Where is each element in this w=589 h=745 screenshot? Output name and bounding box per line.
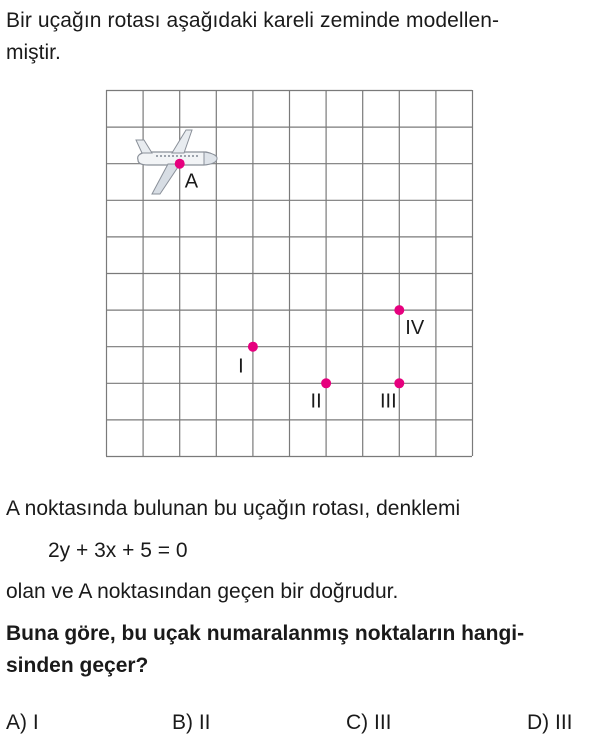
point-label-IV: IV — [405, 317, 425, 340]
question-line-2: sinden geçer? — [6, 654, 149, 677]
question-line-1: Buna göre, bu uçak numaralanmış noktaların hangi- — [6, 622, 525, 645]
point-IV — [394, 305, 404, 315]
point-I — [248, 342, 258, 352]
grid-figure — [106, 90, 472, 456]
point-II — [321, 378, 331, 388]
grid-lines — [106, 90, 473, 457]
body-line-2: olan ve A noktasından geçen bir doğrudur. — [6, 580, 399, 603]
point-label-III: III — [379, 390, 397, 413]
point-label-A: A — [184, 170, 199, 193]
option-b[interactable]: B) II — [172, 711, 211, 734]
option-a[interactable]: A) I — [6, 711, 39, 734]
option-d[interactable]: D) III — [527, 711, 573, 734]
point-A — [175, 159, 185, 169]
intro-line-1: Bir uçağın rotası aşağıdaki kareli zeminde modellen- — [6, 9, 500, 32]
equation: 2y + 3x + 5 = 0 — [48, 539, 188, 562]
points-layer — [175, 159, 425, 413]
point-label-I: I — [238, 355, 244, 378]
point-III — [394, 378, 404, 388]
coordinate-grid — [106, 90, 472, 456]
body-line-1: A noktasında bulunan bu uçağın rotası, denklemi — [6, 497, 461, 520]
intro-line-2: miştir. — [6, 41, 61, 64]
option-c[interactable]: C) III — [346, 711, 392, 734]
point-label-II: II — [310, 390, 322, 413]
